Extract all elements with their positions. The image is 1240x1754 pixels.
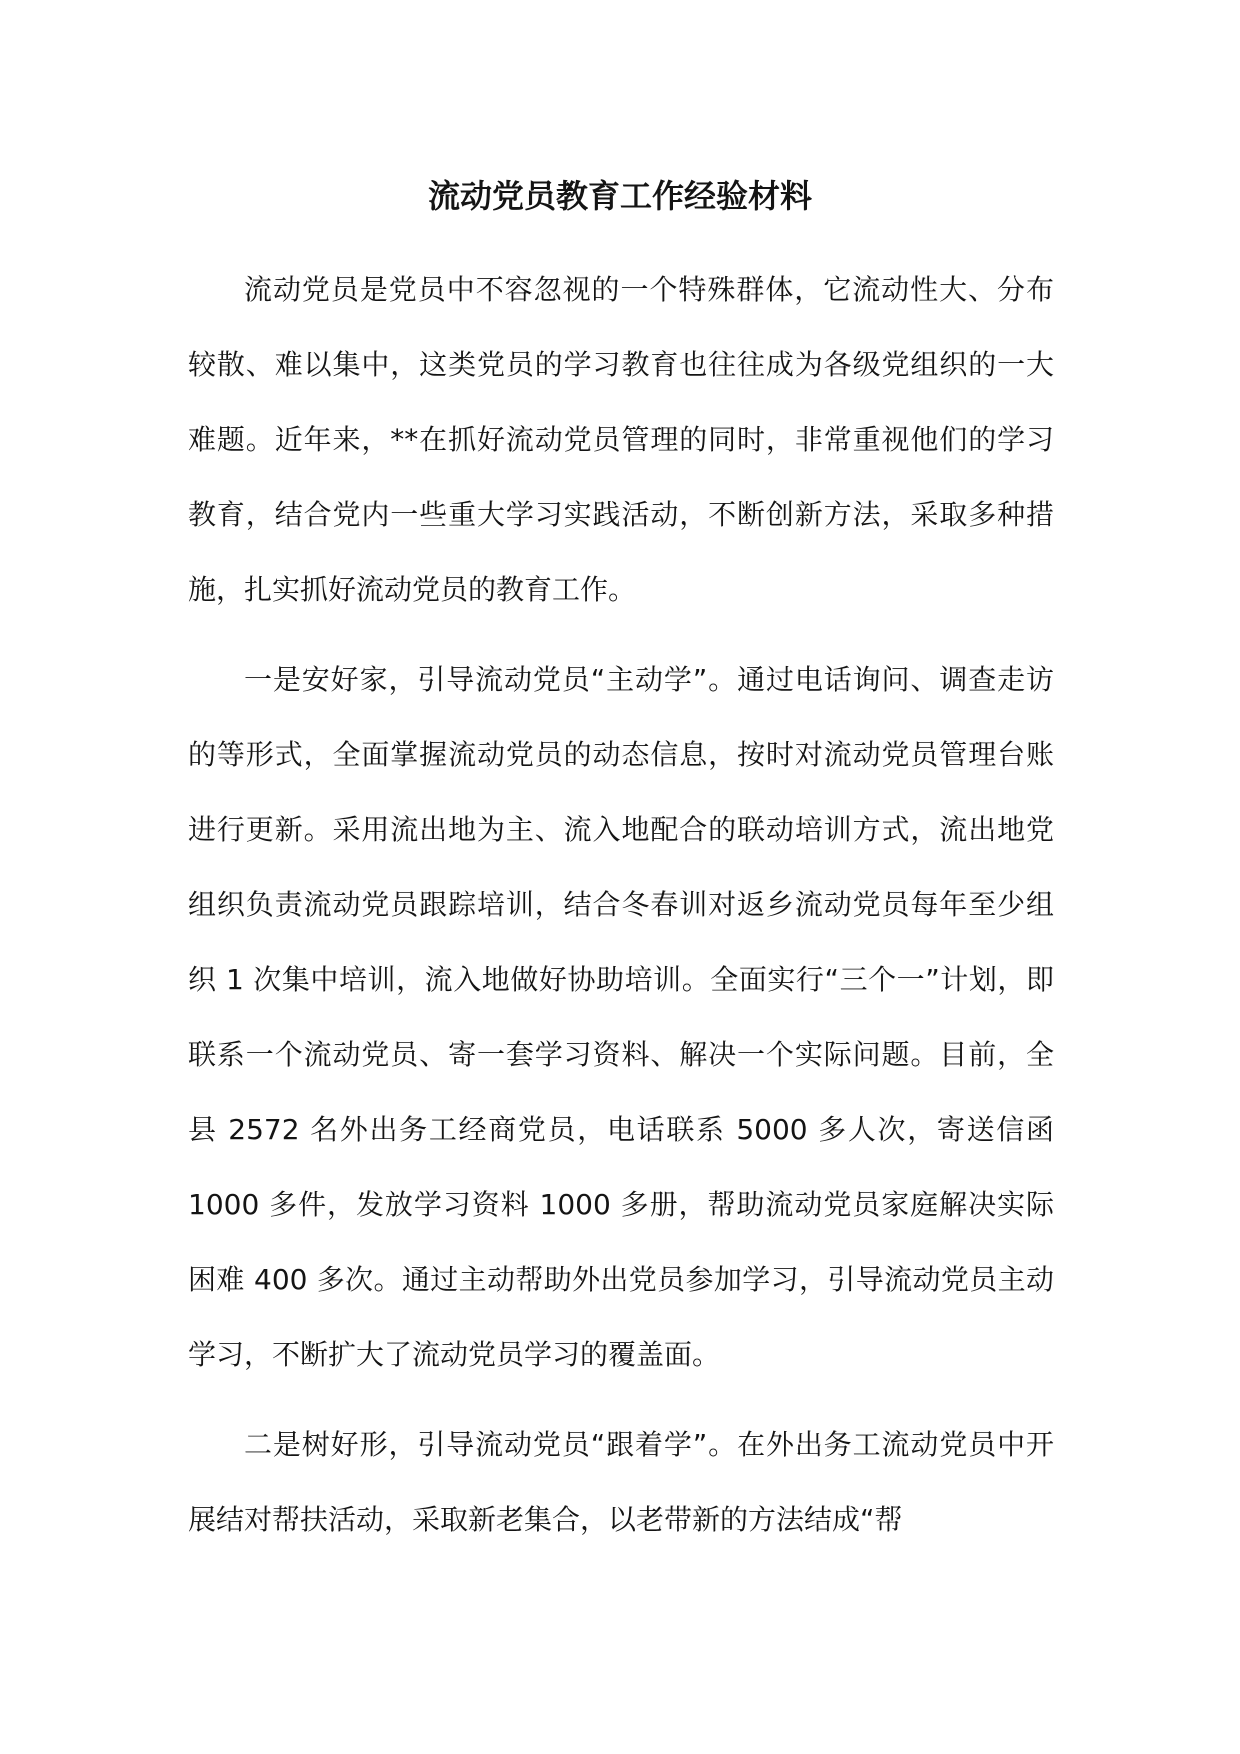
document-title: 流动党员教育工作经验材料 [427,177,812,215]
paragraph-point-two: 二是树好形，引导流动党员“跟着学”。在外出务工流动党员中开展结对帮扶活动，采取新老集合，以老带新的方法结成“帮 [188,1428,1054,1536]
paragraph-intro: 流动党员是党员中不容忽视的一个特殊群体，它流动性大、分布较散、难以集中，这类党员的学习教育也往往成为各级党组织的一大难题。近年来，**在抓好流动党员管理的同时，非常重视他们的学习教育，结合党内一些重大学习实践活动，不断创新方法，采取多种措施，扎实抓好流动党员的教育工作。 [188,273,1054,606]
paragraph-point-one: 一是安好家，引导流动党员“主动学”。通过电话询问、调查走访的等形式，全面掌握流动党员的动态信息，按时对流动党员管理台账进行更新。采用流出地为主、流入地配合的联动培训方式，流出地党组织负责流动党员跟踪培训，结合冬春训对返乡流动党员每年至少组织 1 次集中培训，流入地做好协助培训。全面实行“三个一”计划，即联系一个流动党员、寄一套学习资料、解决一个实际问题。目前，全县 2572 名外出务工经商党员，电话联系 5000 多人次，寄送信函 1000 多件，发放学习资料 1000 多册，帮助流动党员家庭解决实际困难 400 多次。通过主动帮助外出党员参加学习，引导流动党员主动学习，不断扩大了流动党员学习的覆盖面。 [188,663,1054,1371]
